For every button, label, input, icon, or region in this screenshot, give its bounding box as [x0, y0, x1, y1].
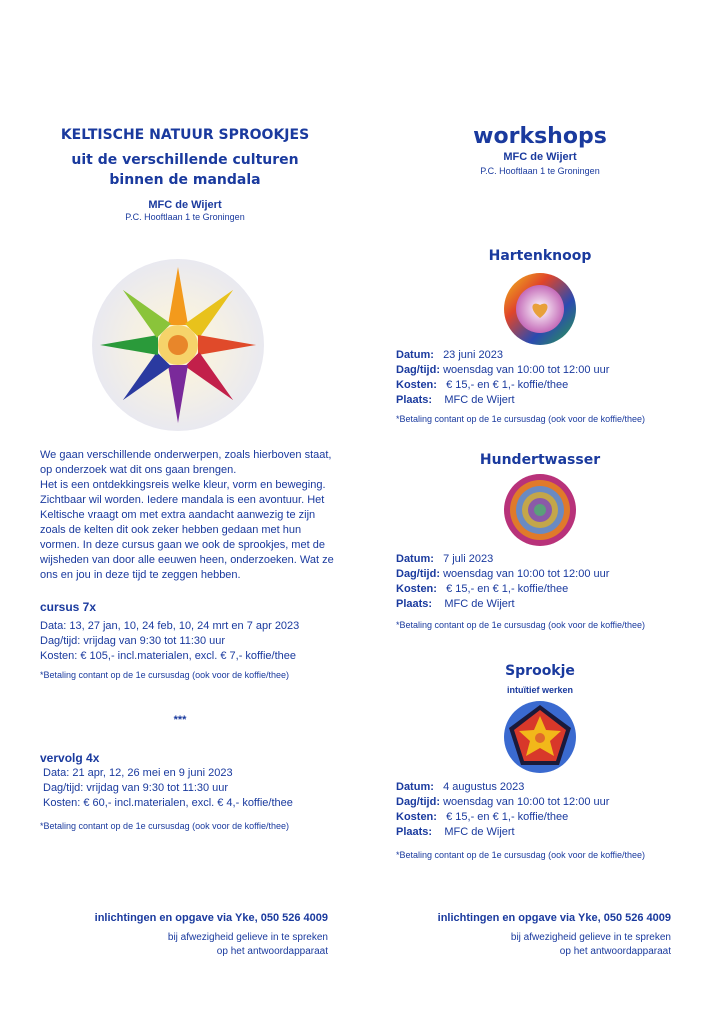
left-description [40, 448, 340, 583]
description-line: zoals de kelten dit ook zeker hebben gedaan met hun [40, 524, 302, 536]
workshop-2-kosten [396, 582, 568, 597]
right-contact-line3: op het antwoordapparaat [559, 946, 671, 957]
workshop-3-plaats [396, 825, 515, 840]
description-line: wijsheden van door alle eeuwen heen, onderzoeken. Wat ze [40, 554, 334, 566]
course7-note: *Betaling contant op de 1e cursusdag (ook voor de koffie/thee) [40, 670, 289, 680]
workshop-3-kosten [396, 810, 568, 825]
plaats-value: MFC de Wijert [444, 394, 515, 406]
course4-daytime: Dag/tijd: vrijdag van 9:30 tot 11:30 uur [43, 782, 229, 794]
right-title: workshops [473, 124, 607, 149]
pentagon-star-mandala-image [503, 700, 577, 774]
left-contact-line1: inlichtingen en opgave via Yke, 050 526 4009 [94, 912, 328, 924]
dagtijd-value: woensdag van 10:00 tot 12:00 uur [443, 364, 610, 376]
workshop-3-note: *Betaling contant op de 1e cursusdag (ook voor de koffie/thee) [396, 850, 645, 860]
kosten-value: € 15,- en € 1,- koffie/thee [446, 583, 569, 595]
workshop-1-note: *Betaling contant op de 1e cursusdag (ook voor de koffie/thee) [396, 414, 645, 424]
workshop-1-dagtijd [396, 363, 609, 378]
description-line: ons en jou in deze tijd te zeggen hebben. [40, 569, 241, 581]
kosten-label: Kosten: [396, 379, 437, 391]
datum-label: Datum: [396, 349, 434, 361]
plaats-label: Plaats: [396, 826, 433, 838]
workshop-sprookje-subtitle: intuïtief werken [506, 685, 573, 695]
course7-costs: Kosten: € 105,- incl.materialen, excl. € 7,- koffie/thee [40, 650, 296, 662]
dagtijd-label: Dag/tijd: [396, 364, 440, 376]
dagtijd-label: Dag/tijd: [396, 796, 440, 808]
left-venue: MFC de Wijert [148, 199, 222, 211]
workshop-sprookje-title: Sprookje [505, 663, 575, 679]
description-line: Zichtbaar wil worden. Iedere mandala is een avontuur. Het [40, 494, 325, 506]
right-address: P.C. Hooftlaan 1 te Groningen [480, 166, 600, 176]
datum-value: 4 augustus 2023 [443, 781, 525, 793]
workshop-3-datum [396, 780, 524, 795]
workshop-2-note: *Betaling contant op de 1e cursusdag (ook voor de koffie/thee) [396, 620, 645, 630]
course4-note: *Betaling contant op de 1e cursusdag (ook voor de koffie/thee) [40, 821, 289, 831]
left-address: P.C. Hooftlaan 1 te Groningen [125, 212, 245, 222]
workshop-2-plaats [396, 597, 515, 612]
left-contact-line3: op het antwoordapparaat [216, 946, 328, 957]
heart-mandala-image [503, 272, 577, 346]
description-line: Keltische vraagt om met extra aandacht aanwezig te zijn [40, 509, 316, 521]
dagtijd-value: woensdag van 10:00 tot 12:00 uur [443, 796, 610, 808]
hundertwasser-mandala-image [503, 473, 577, 547]
right-venue: MFC de Wijert [503, 151, 577, 163]
kosten-label: Kosten: [396, 583, 437, 595]
separator: *** [173, 714, 187, 726]
left-title: KELTISCHE NATUUR SPROOKJES [60, 127, 310, 143]
workshop-1-datum [396, 348, 503, 363]
right-contact-line2: bij afwezigheid gelieve in te spreken [510, 932, 671, 943]
course4-costs: Kosten: € 60,- incl.materialen, excl. € 4,- koffie/thee [43, 797, 293, 809]
dagtijd-label: Dag/tijd: [396, 568, 440, 580]
datum-label: Datum: [396, 781, 434, 793]
plaats-label: Plaats: [396, 394, 433, 406]
description-line: vormen. In deze cursus gaan we ook de sprookjes, met de [40, 539, 325, 551]
dagtijd-value: woensdag van 10:00 tot 12:00 uur [443, 568, 610, 580]
course4-data: Data: 21 apr, 12, 26 mei en 9 juni 2023 [43, 767, 233, 779]
workshop-2-datum [396, 552, 493, 567]
kosten-value: € 15,- en € 1,- koffie/thee [446, 379, 569, 391]
workshop-1-kosten [396, 378, 568, 393]
plaats-label: Plaats: [396, 598, 433, 610]
course7-daytime: Dag/tijd: vrijdag van 9:30 tot 11:30 uur [40, 635, 226, 647]
workshop-hartenknoop-title: Hartenknoop [488, 248, 592, 264]
description-line: Het is een ontdekkingsreis welke kleur, vorm en beweging. [40, 479, 326, 491]
left-subtitle-2: binnen de mandala [109, 172, 261, 188]
datum-value: 7 juli 2023 [443, 553, 494, 565]
workshop-hundertwasser-title: Hundertwasser [479, 452, 601, 468]
workshop-3-dagtijd [396, 795, 609, 810]
course4-heading: vervolg 4x [40, 751, 100, 765]
workshop-2-dagtijd [396, 567, 609, 582]
kosten-label: Kosten: [396, 811, 437, 823]
datum-value: 23 juni 2023 [443, 349, 504, 361]
right-contact-line1: inlichtingen en opgave via Yke, 050 526 4009 [437, 912, 671, 924]
star-mandala-image [90, 257, 266, 433]
plaats-value: MFC de Wijert [444, 826, 515, 838]
workshop-1-plaats [396, 393, 515, 408]
datum-label: Datum: [396, 553, 434, 565]
course7-heading: cursus 7x [40, 600, 97, 614]
kosten-value: € 15,- en € 1,- koffie/thee [446, 811, 569, 823]
plaats-value: MFC de Wijert [444, 598, 515, 610]
left-subtitle-1: uit de verschillende culturen [71, 152, 299, 168]
description-line: We gaan verschillende onderwerpen, zoals hierboven staat, [40, 449, 332, 461]
description-line: op onderzoek wat dit ons gaan brengen. [40, 464, 237, 476]
left-contact-line2: bij afwezigheid gelieve in te spreken [167, 932, 328, 943]
course7-data: Data: 13, 27 jan, 10, 24 feb, 10, 24 mrt en 7 apr 2023 [40, 620, 300, 632]
